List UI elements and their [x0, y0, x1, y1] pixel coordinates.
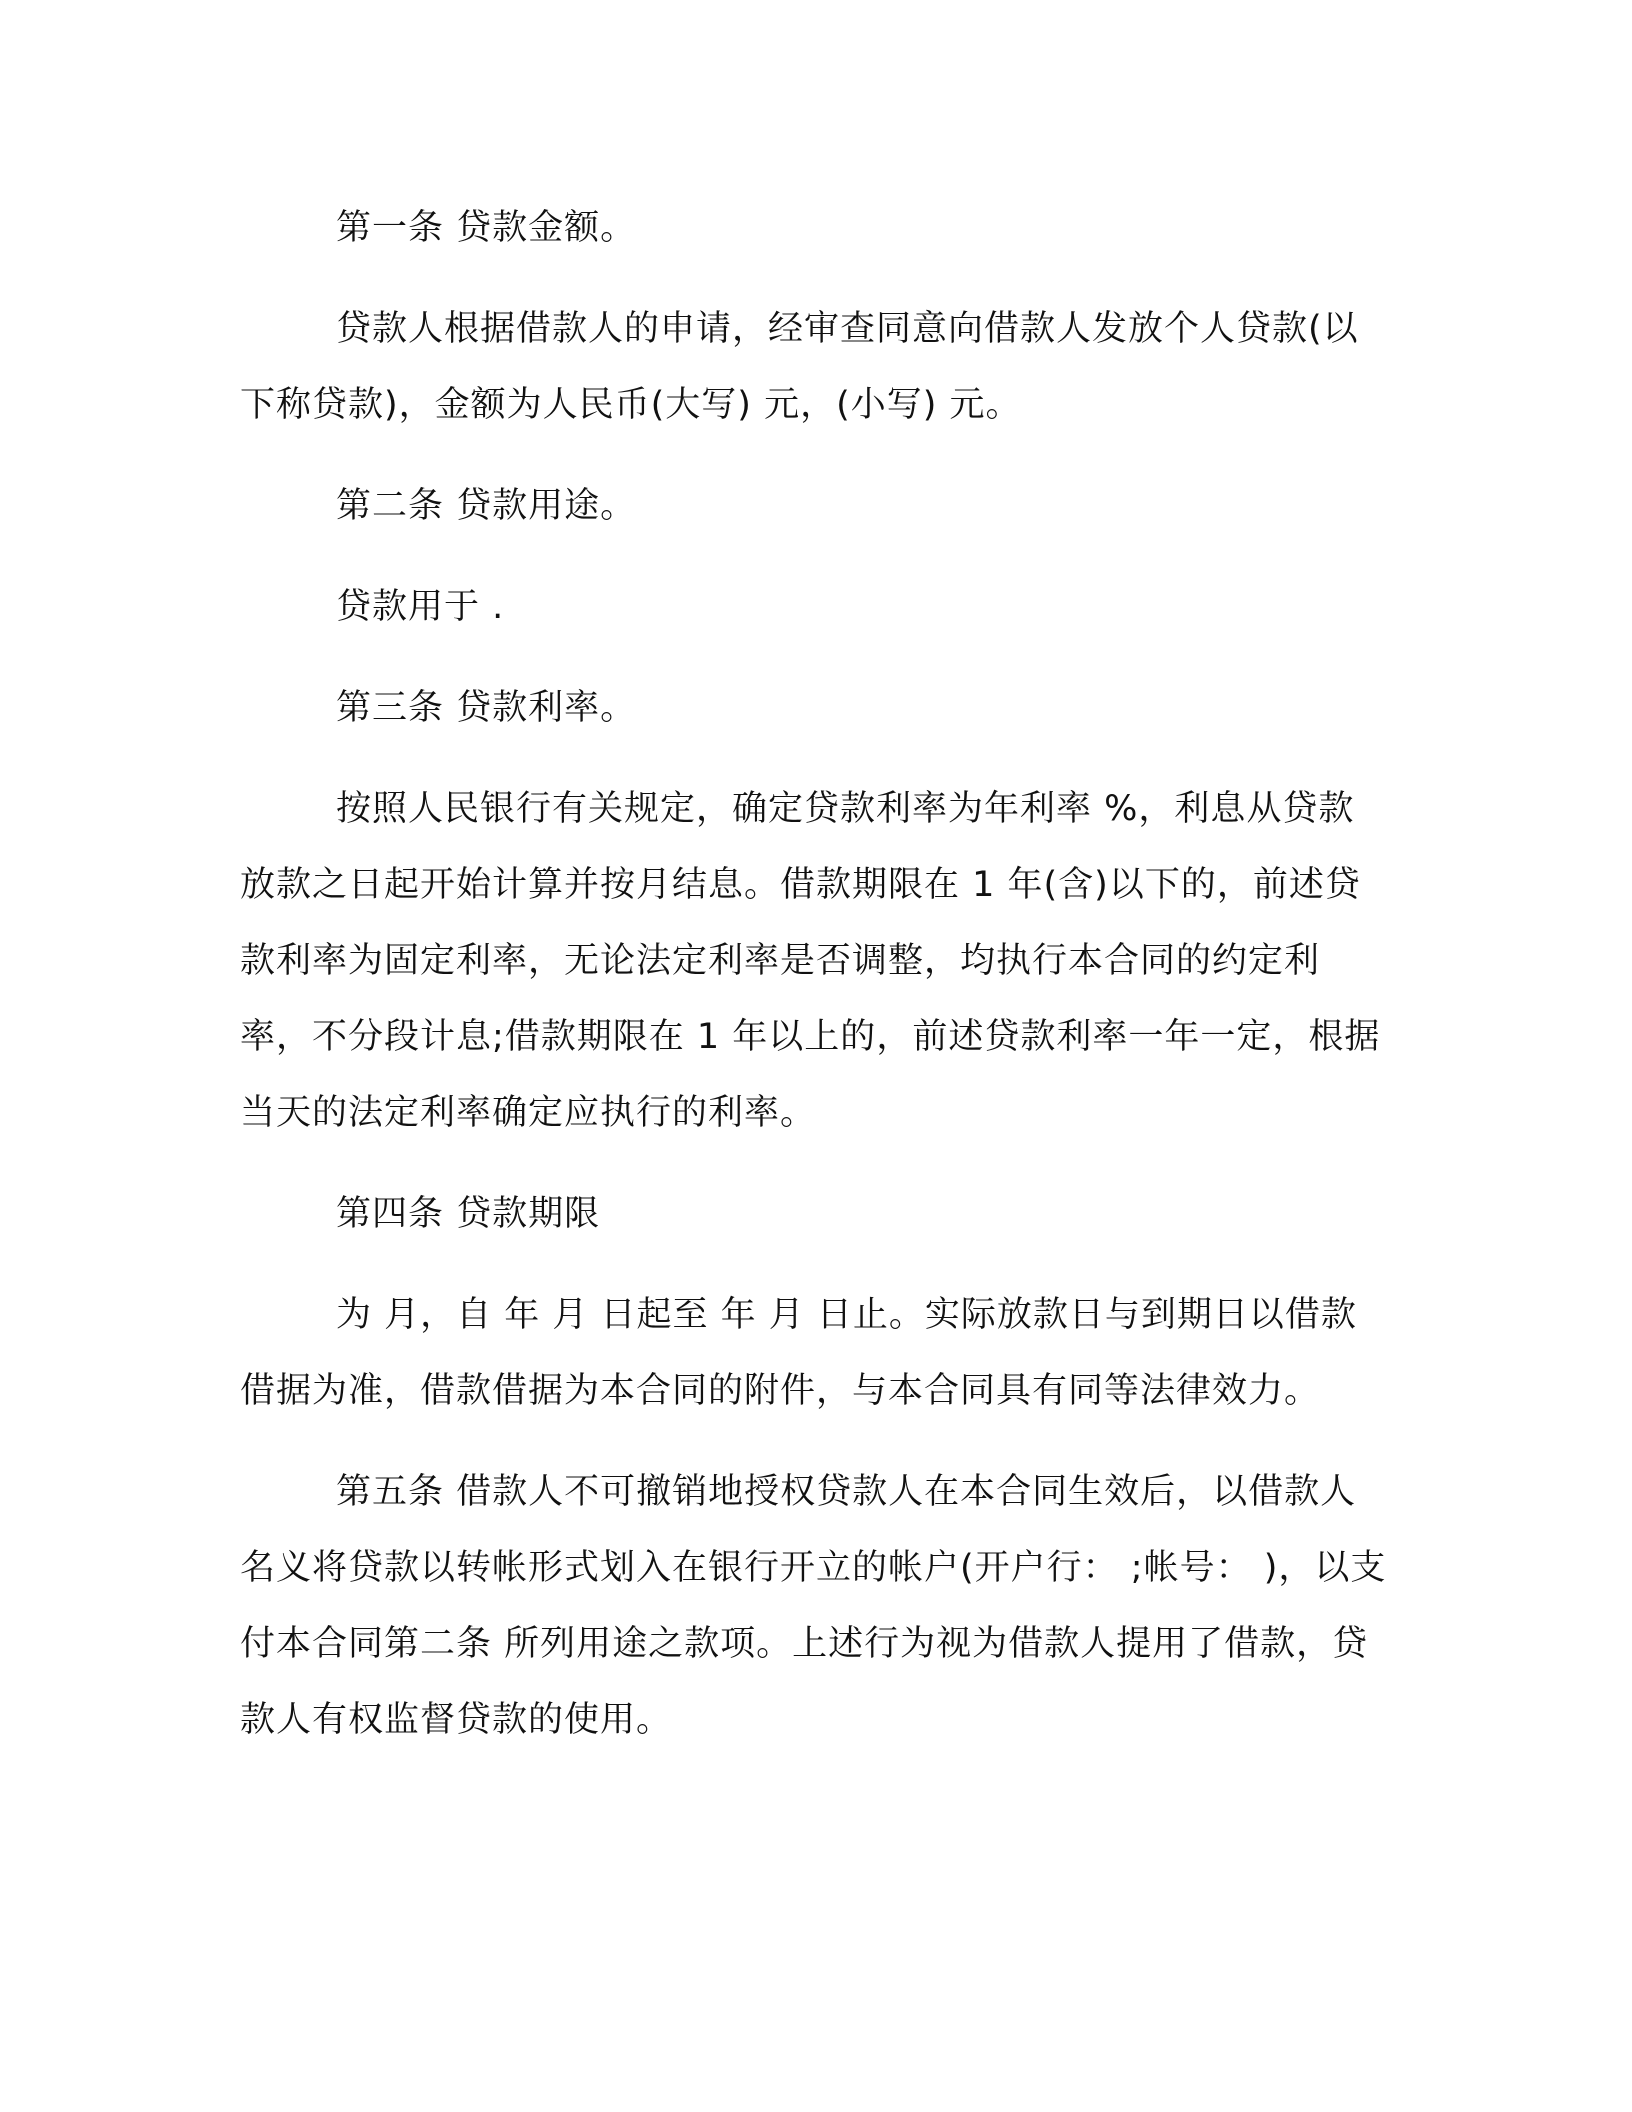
- article-5-body: 第五条 借款人不可撤销地授权贷款人在本合同生效后，以借款人名义将贷款以转帐形式划入在银行开立的帐户(开户行： ;帐号： )，以支付本合同第二条 所列用途之款项。上述行为视为借款人提用了借款，贷款人有权监督贷款的使用。: [240, 1472, 1387, 1740]
- article-2-title: 第二条 贷款用途。: [336, 486, 637, 526]
- article-1-body: 贷款人根据借款人的申请，经审查同意向借款人发放个人贷款(以下称贷款)，金额为人民币(大写) 元，(小写) 元。: [240, 309, 1359, 425]
- article-2-body: 贷款用于 .: [336, 587, 505, 627]
- article-4-title: 第四条 贷款期限: [336, 1194, 601, 1234]
- document-body: [240, 190, 1390, 1783]
- article-3-title: 第三条 贷款利率。: [336, 688, 637, 728]
- article-1-title: 第一条 贷款金额。: [336, 208, 637, 248]
- article-4-body: 为 月，自 年 月 日起至 年 月 日止。实际放款日与到期日以借款借据为准，借款借据为本合同的附件，与本合同具有同等法律效力。: [240, 1295, 1357, 1411]
- article-3-body: 按照人民银行有关规定，确定贷款利率为年利率 %，利息从贷款放款之日起开始计算并按月结息。借款期限在 1 年(含)以下的，前述贷款利率为固定利率，无论法定利率是否调整，均执行本合同的约定利率，不分段计息;借款期限在 1 年以上的，前述贷款利率一年一定，根据当天的法定利率确定应执行的利率。: [240, 789, 1381, 1133]
